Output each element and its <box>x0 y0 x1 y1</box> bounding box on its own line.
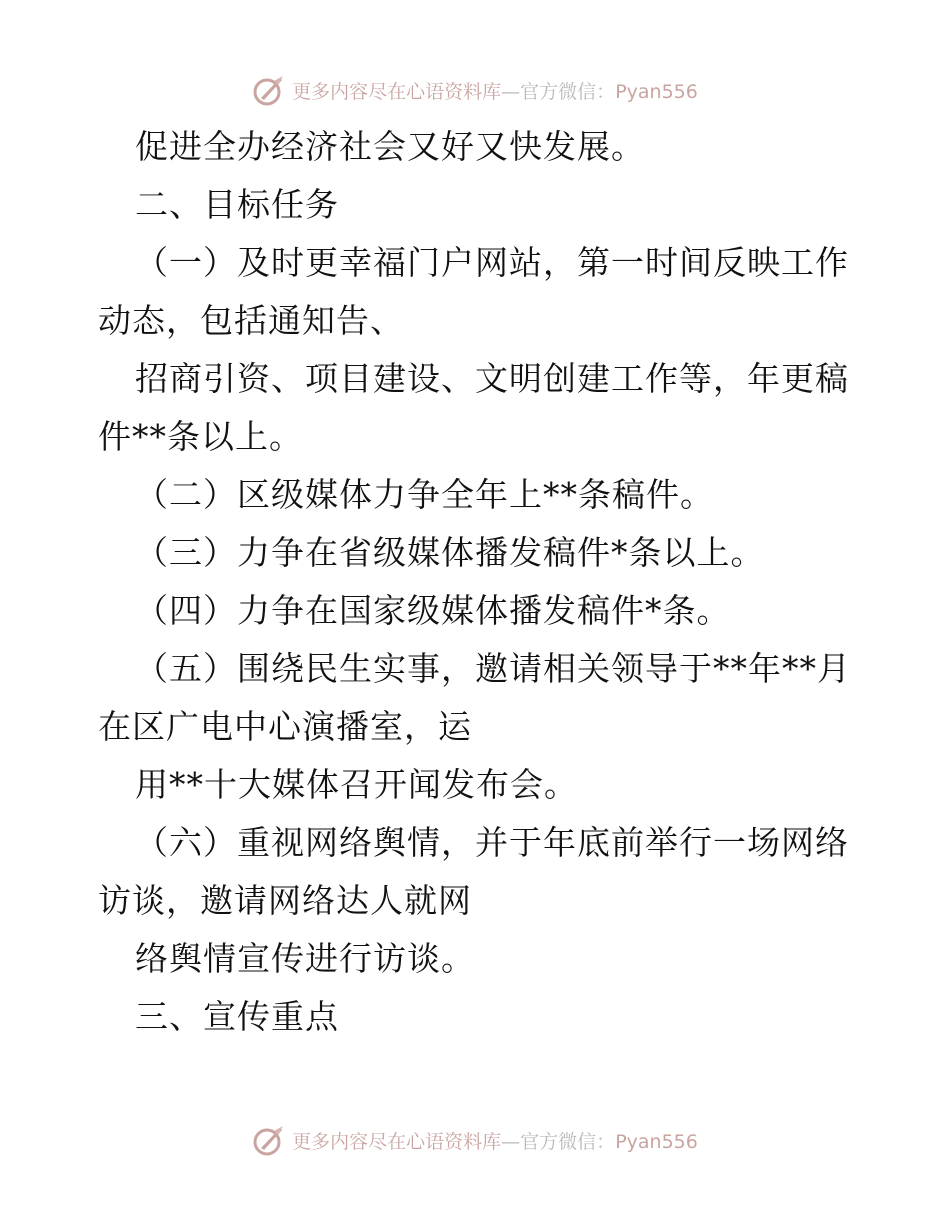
paragraph-line: 动态，包括通知告、 <box>98 301 404 340</box>
paragraph-line: （五）围绕民生实事，邀请相关领导于**年**月 <box>135 649 851 688</box>
paragraph-line: （一）及时更幸福门户网站，第一时间反映工作 <box>135 243 849 282</box>
watermark-text <box>292 1127 698 1154</box>
header-watermark <box>0 70 950 110</box>
paragraph-line: （四）力争在国家级媒体播发稿件*条。 <box>135 591 731 630</box>
quill-pen-circle-icon <box>252 1123 286 1157</box>
paragraph-line: 促进全办经济社会又好又快发展。 <box>135 127 645 166</box>
section-heading: 二、目标任务 <box>135 185 339 224</box>
paragraph-line: 用**十大媒体召开闻发布会。 <box>135 765 578 804</box>
watermark-separator: — <box>501 1130 521 1153</box>
watermark-site-text: 更多内容尽在心语资料库 <box>292 80 502 103</box>
quill-pen-circle-icon <box>252 73 286 107</box>
footer-watermark <box>0 1120 950 1160</box>
watermark-separator: — <box>501 80 521 103</box>
watermark-wechat-id: Pyan556 <box>615 80 698 103</box>
paragraph-line: 络舆情宣传进行访谈。 <box>135 939 475 978</box>
section-heading: 三、宣传重点 <box>135 997 339 1036</box>
watermark-wechat-label: 官方微信： <box>520 80 616 103</box>
paragraph-line: 件**条以上。 <box>98 417 303 456</box>
paragraph-line: （六）重视网络舆情，并于年底前举行一场网络 <box>135 823 849 862</box>
watermark-wechat-id: Pyan556 <box>615 1130 698 1153</box>
paragraph-line: 在区广电中心演播室，运 <box>98 707 472 746</box>
watermark-site-text: 更多内容尽在心语资料库 <box>292 1130 502 1153</box>
paragraph-line: 招商引资、项目建设、文明创建工作等，年更稿 <box>135 359 849 398</box>
watermark-wechat-label: 官方微信： <box>520 1130 616 1153</box>
watermark-text <box>292 77 698 104</box>
paragraph-line: （三）力争在省级媒体播发稿件*条以上。 <box>135 533 765 572</box>
paragraph-line: 访谈，邀请网络达人就网 <box>98 881 472 920</box>
document-body <box>98 118 858 1046</box>
paragraph-line: （二）区级媒体力争全年上**条稿件。 <box>135 475 714 514</box>
